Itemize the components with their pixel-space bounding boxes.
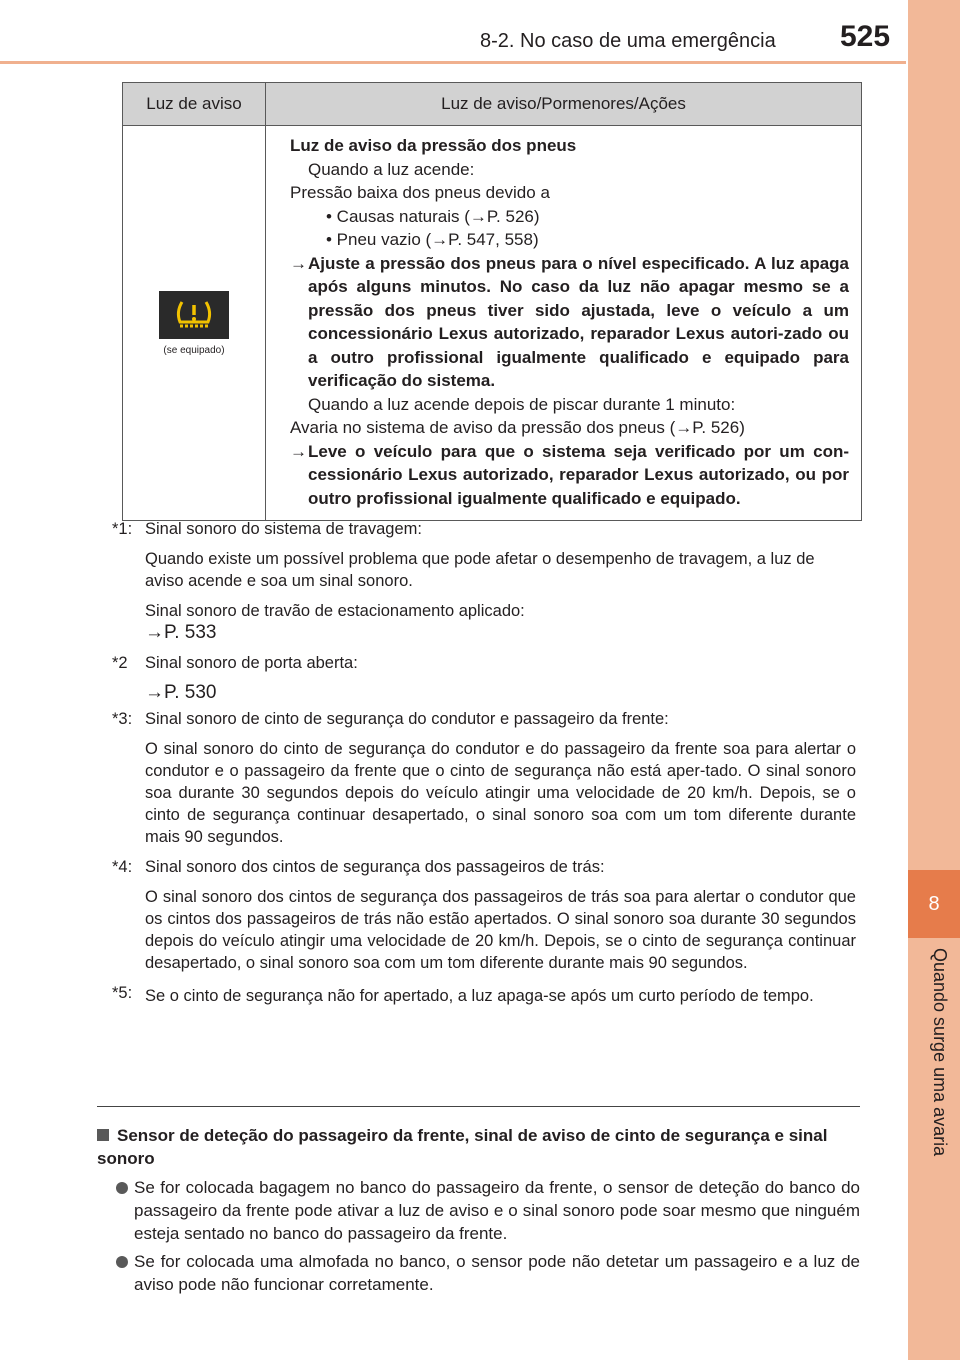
list-item-text: Se for colocada bagagem no banco do passageiro da frente, o sensor de deteção do banco do passageiro da frente pode ativar a luz de aviso e o sinal sonoro pode soar mesmo que ninguém esteja sentado no banco do passageiro da frente. [134, 1178, 860, 1243]
condition-line-3: Quando a luz acende depois de piscar durante 1 minuto: [308, 394, 736, 414]
lamp-cell [123, 126, 266, 521]
cause-flat-tire: • Pneu vazio (→P. 547, 558) [326, 230, 539, 249]
action-2-text: Leve o veículo para que o sistema seja verificado por um con-cessionário Lexus autorizado, reparador Lexus autorizado, ou por outro profissional igualmente qualificado e equipado. [308, 441, 849, 508]
footnote-key: *4: [112, 858, 133, 876]
col-header-details: Luz de aviso/Pormenores/Ações [266, 83, 862, 126]
arrow-icon: → [290, 253, 307, 273]
footnote-key: *2 [112, 654, 128, 672]
footnote-text: Sinal sonoro de travão de estacionamento aplicado: [145, 602, 525, 620]
bullet-icon [116, 1256, 128, 1268]
footnote-text: O sinal sonoro dos cintos de segurança dos passageiros de trás soa para alertar o condutor que os cintos dos passageiros de trás não estão apertados. O sinal sonoro soa durante 30 segundos depois do veículo atingir uma velocidade de 20 km/h. Depois, se o cinto de segurança continuar desapertado, o sinal sonoro soa com um tom diferente durante mais 90 segundos. [145, 888, 856, 972]
footnote-text: Sinal sonoro do sistema de travagem: [145, 520, 422, 538]
footnote-key: *1: [112, 520, 133, 538]
footnote-text: Sinal sonoro dos cintos de segurança dos passageiros de trás: [145, 858, 605, 876]
condition-line-4: Avaria no sistema de aviso da pressão dos pneus (→P. 526) [290, 418, 745, 437]
action-2 [290, 440, 849, 511]
footnote-key: *3: [112, 710, 133, 728]
page-reference: →P. 533 [145, 622, 217, 643]
section-title: 8-2. No caso de uma emergência [480, 30, 776, 52]
footnote-key: *5: [112, 984, 133, 1002]
tire-pressure-warning-icon [159, 291, 229, 339]
footnote-2 [100, 652, 856, 704]
lamp-caption: (se equipado) [163, 344, 225, 356]
cause-natural: • Causas naturais (→P. 526) [326, 206, 540, 226]
arrow-icon: → [290, 441, 307, 461]
footnote-5 [100, 982, 856, 1010]
section-heading-text: Sensor de deteção do passageiro da frente, sinal de aviso de cinto de segurança e sinal sonoro [97, 1126, 828, 1168]
col-header-light: Luz de aviso [123, 83, 266, 126]
description-cell [266, 126, 862, 521]
section-heading [97, 1124, 860, 1170]
footnote-1 [100, 518, 856, 644]
footnote-4 [100, 856, 856, 974]
square-bullet-icon [97, 1129, 109, 1141]
section-divider [97, 1106, 860, 1107]
footnote-text: Sinal sonoro de cinto de segurança do condutor e passageiro da frente: [145, 710, 669, 728]
light-title: Luz de aviso da pressão dos pneus [290, 136, 577, 155]
header-rule [0, 61, 906, 64]
condition-line-1: Quando a luz acende: [308, 159, 475, 179]
chapter-title: Quando surge uma avaria [930, 948, 950, 1157]
condition-line-2: Pressão baixa dos pneus devido a [290, 183, 550, 202]
bullet-icon [116, 1182, 128, 1194]
footnotes [100, 518, 856, 1010]
chapter-number: 8 [908, 870, 960, 938]
list-item [116, 1250, 860, 1296]
list-item-text: Se for colocada uma almofada no banco, o sensor pode não detetar um passageiro e a luz de aviso pode não funcionar corretamente. [134, 1252, 860, 1294]
action-1-text: Ajuste a pressão dos pneus para o nível especificado. A luz apaga após alguns minutos. No caso da luz não apagar mesmo se a pressão dos pneus tiver sido ajustada, leve o veículo a um concessionário Lexus autorizado, reparador Lexus autori-zado ou a outro profissional igualmente qualificado e equipado para verificação do sistema. [308, 253, 849, 390]
action-1 [290, 252, 849, 393]
footnote-text: Sinal sonoro de porta aberta: [145, 654, 358, 672]
footnote-text: Quando existe um possível problema que pode afetar o desempenho de travagem, a luz de aviso acende e soa um sinal sonoro. [145, 550, 815, 590]
footnote-text: O sinal sonoro do cinto de segurança do condutor e do passageiro da frente soa para alertar o condutor e o passageiro da frente que o cinto de segurança não está aper-tado. O sinal sonoro soa durante 30 segundos depois do veículo atingir uma velocidade de 20 km/h. Depois, se o cinto de segurança continuar desapertado, o sinal sonoro soa com um tom diferente durante mais 90 segundos. [145, 740, 856, 846]
footnote-text: Se o cinto de segurança não for apertado, a luz apaga-se após um curto período de tempo. [145, 987, 814, 1005]
warning-light-table [122, 82, 862, 521]
footnote-3 [100, 708, 856, 848]
list-item [116, 1176, 860, 1245]
page-reference: →P. 530 [145, 682, 217, 703]
page-number: 525 [840, 20, 891, 53]
